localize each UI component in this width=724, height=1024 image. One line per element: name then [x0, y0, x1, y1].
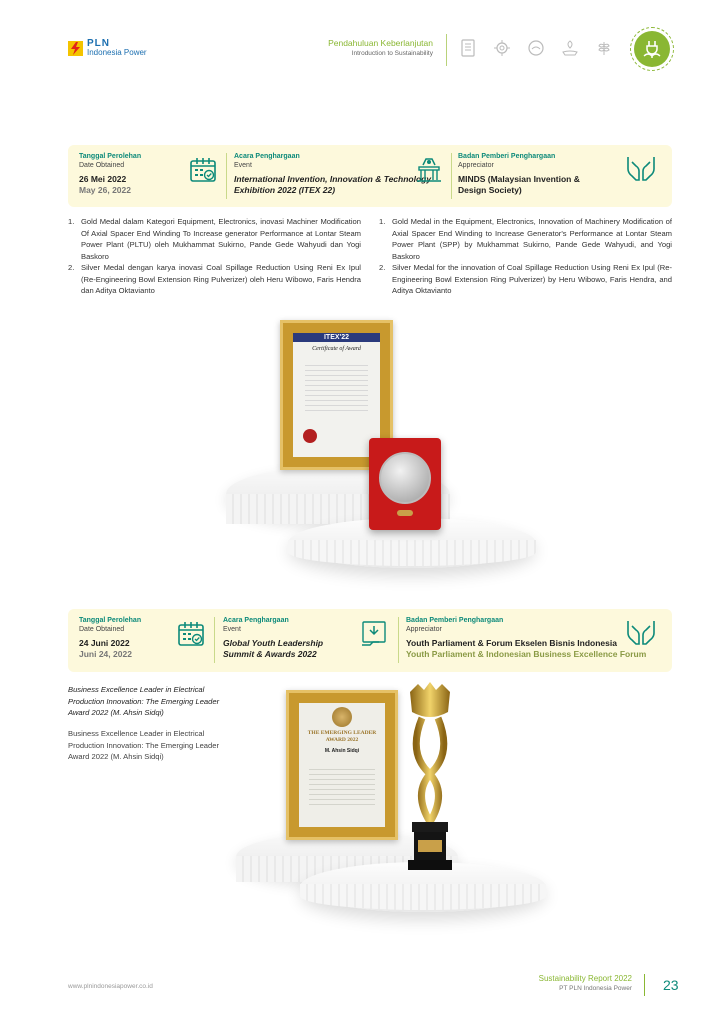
list-item: 1. Gold Medal in the Equipment, Electronics, Innovation of Machinery Modification of Axial Spacer End Winding to Increase Generator's Performance at Lontar Steam Power Plant (SPP) by Mukhammat Sukirno, Pande Gede Wahyudi, and Yogi Baskoro — [379, 217, 672, 261]
company-logo — [68, 39, 147, 57]
calendar-icon — [186, 153, 220, 187]
event-sublabel: Event — [234, 162, 252, 169]
date-sublabel: Date Obtained — [79, 626, 125, 633]
award2-event-block — [223, 617, 353, 660]
award2-desc-id: Business Excellence Leader in Electrical Production Innovation: The Emerging Leader Award 2022 (M. Ahsin Sidqi) — [68, 685, 220, 717]
wheat-icon[interactable] — [594, 38, 614, 58]
event-value: International Invention, Innovation & Technology Exhibition 2022 (ITEX 22) — [234, 174, 432, 195]
date-value-id: 26 Mei 2022 — [79, 174, 127, 184]
giver-label: Badan Pemberi Penghargaan — [406, 617, 504, 624]
podium-front-body — [300, 884, 546, 910]
band-divider — [398, 617, 399, 663]
footer-report — [539, 974, 632, 992]
award2-date-block — [79, 617, 141, 660]
section-heading — [328, 38, 433, 57]
leaf-plug-icon[interactable] — [630, 27, 674, 71]
company-name: PT PLN Indonesia Power — [559, 985, 632, 992]
award1-info-band — [68, 145, 672, 207]
date-label: Tanggal Perolehan — [79, 617, 142, 624]
date-sublabel: Date Obtained — [79, 162, 125, 169]
award1-date-block — [79, 153, 141, 196]
logo-subtitle: Indonesia Power — [87, 48, 147, 57]
handshake-icon[interactable] — [526, 38, 546, 58]
event-label: Acara Penghargaan — [223, 617, 289, 624]
award1-list-en — [379, 216, 672, 297]
award2-desc-en: Business Excellence Leader in Electrical Production Innovation: The Emerging Leader Award 2022 (M. Ahsin Sidqi) — [68, 729, 219, 761]
hand-plant-award-icon — [357, 617, 391, 651]
award2-giver-block — [406, 617, 647, 660]
certificate-frame — [286, 690, 398, 840]
certificate-emblem — [332, 707, 352, 727]
giver-sublabel: Appreciator — [406, 626, 442, 633]
silver-medal-icon — [379, 452, 431, 504]
certificate-seal — [303, 429, 317, 443]
band-divider — [451, 153, 452, 199]
section-title: Pendahuluan Keberlanjutan — [328, 38, 433, 48]
date-value-id: 24 Juni 2022 — [79, 638, 130, 648]
giver-label: Badan Pemberi Penghargaan — [458, 153, 556, 160]
gear-people-icon[interactable] — [492, 38, 512, 58]
award1-giver-block — [458, 153, 608, 196]
date-label: Tanggal Perolehan — [79, 153, 142, 160]
award1-event-block — [234, 153, 434, 196]
list-item: 1. Gold Medal dalam Kategori Equipment, Electronics, inovasi Machiner Modification Of Axial Spacer End Winding To Increase generator Performance at Lontar Steam Power Plant (PLTU) oleh Mukhammat Sukirno, Pande Gede Wahyudi dan Yogi Baskoro — [68, 217, 361, 261]
hands-icon — [624, 151, 658, 185]
medal-box — [369, 438, 441, 530]
calendar-icon — [174, 617, 208, 651]
report-title: Sustainability Report 2022 — [538, 974, 632, 983]
page-number: 23 — [663, 977, 679, 993]
footer-url[interactable]: www.plnindonesiapower.co.id — [68, 983, 153, 990]
band-divider — [214, 617, 215, 663]
award1-list-id — [68, 216, 361, 297]
chapter-nav — [458, 38, 614, 58]
podium-front-body — [288, 540, 536, 566]
certificate-title: Certificate of Award — [312, 346, 361, 352]
band-divider — [226, 153, 227, 199]
header-divider — [446, 34, 447, 66]
list-item: 2. Silver Medal for the innovation of Coal Spillage Reduction Using Reni Ex Ipul (Re-Engineering Bowl Extension Ring Pulverizer) by Heru Wibowo, Faris Hendra, and Aditya Oktavianto — [379, 263, 672, 295]
golden-trophy-icon — [398, 682, 462, 878]
giver-value: MINDS (Malaysian Invention & Design Society) — [458, 174, 580, 195]
certificate-header: ITEX'22 — [293, 333, 380, 342]
event-value: Global Youth Leadership Summit & Awards 2022 — [223, 638, 324, 659]
certificate-recipient: M. Ahsin Sidqi — [324, 748, 360, 754]
footer-divider — [644, 974, 645, 996]
podium-trophy-icon — [412, 153, 446, 187]
list-item: 2. Silver Medal dengan karya inovasi Coal Spillage Reduction Using Reni Ex Ipul (Re-Engineering Bowl Extension Ring Pulverizer) oleh Heru Wibowo, Faris Hendra dan Aditya Oktavianto — [68, 263, 361, 295]
event-label: Acara Penghargaan — [234, 153, 300, 160]
certificate-text-lines — [309, 765, 375, 807]
medal-box-plaque — [397, 510, 413, 516]
certificate-title: THE EMERGING LEADER AWARD 2022 — [307, 730, 377, 743]
logo-name: PLN — [87, 38, 110, 49]
giver-value-en: Youth Parliament & Indonesian Business Excellence Forum — [406, 649, 647, 659]
section-subtitle: Introduction to Sustainability — [351, 50, 433, 57]
giver-value-id: Youth Parliament & Forum Ekselen Bisnis Indonesia — [406, 638, 617, 648]
date-value-en: May 26, 2022 — [79, 185, 131, 195]
hand-plant-icon[interactable] — [560, 38, 580, 58]
certificate-text-lines — [305, 361, 368, 411]
award2-info-band — [68, 609, 672, 672]
event-sublabel: Event — [223, 626, 241, 633]
hands-icon — [624, 615, 658, 649]
giver-sublabel: Appreciator — [458, 162, 494, 169]
date-value-en: Juni 24, 2022 — [79, 649, 132, 659]
lightning-logo-icon — [68, 41, 83, 56]
document-icon[interactable] — [458, 38, 478, 58]
